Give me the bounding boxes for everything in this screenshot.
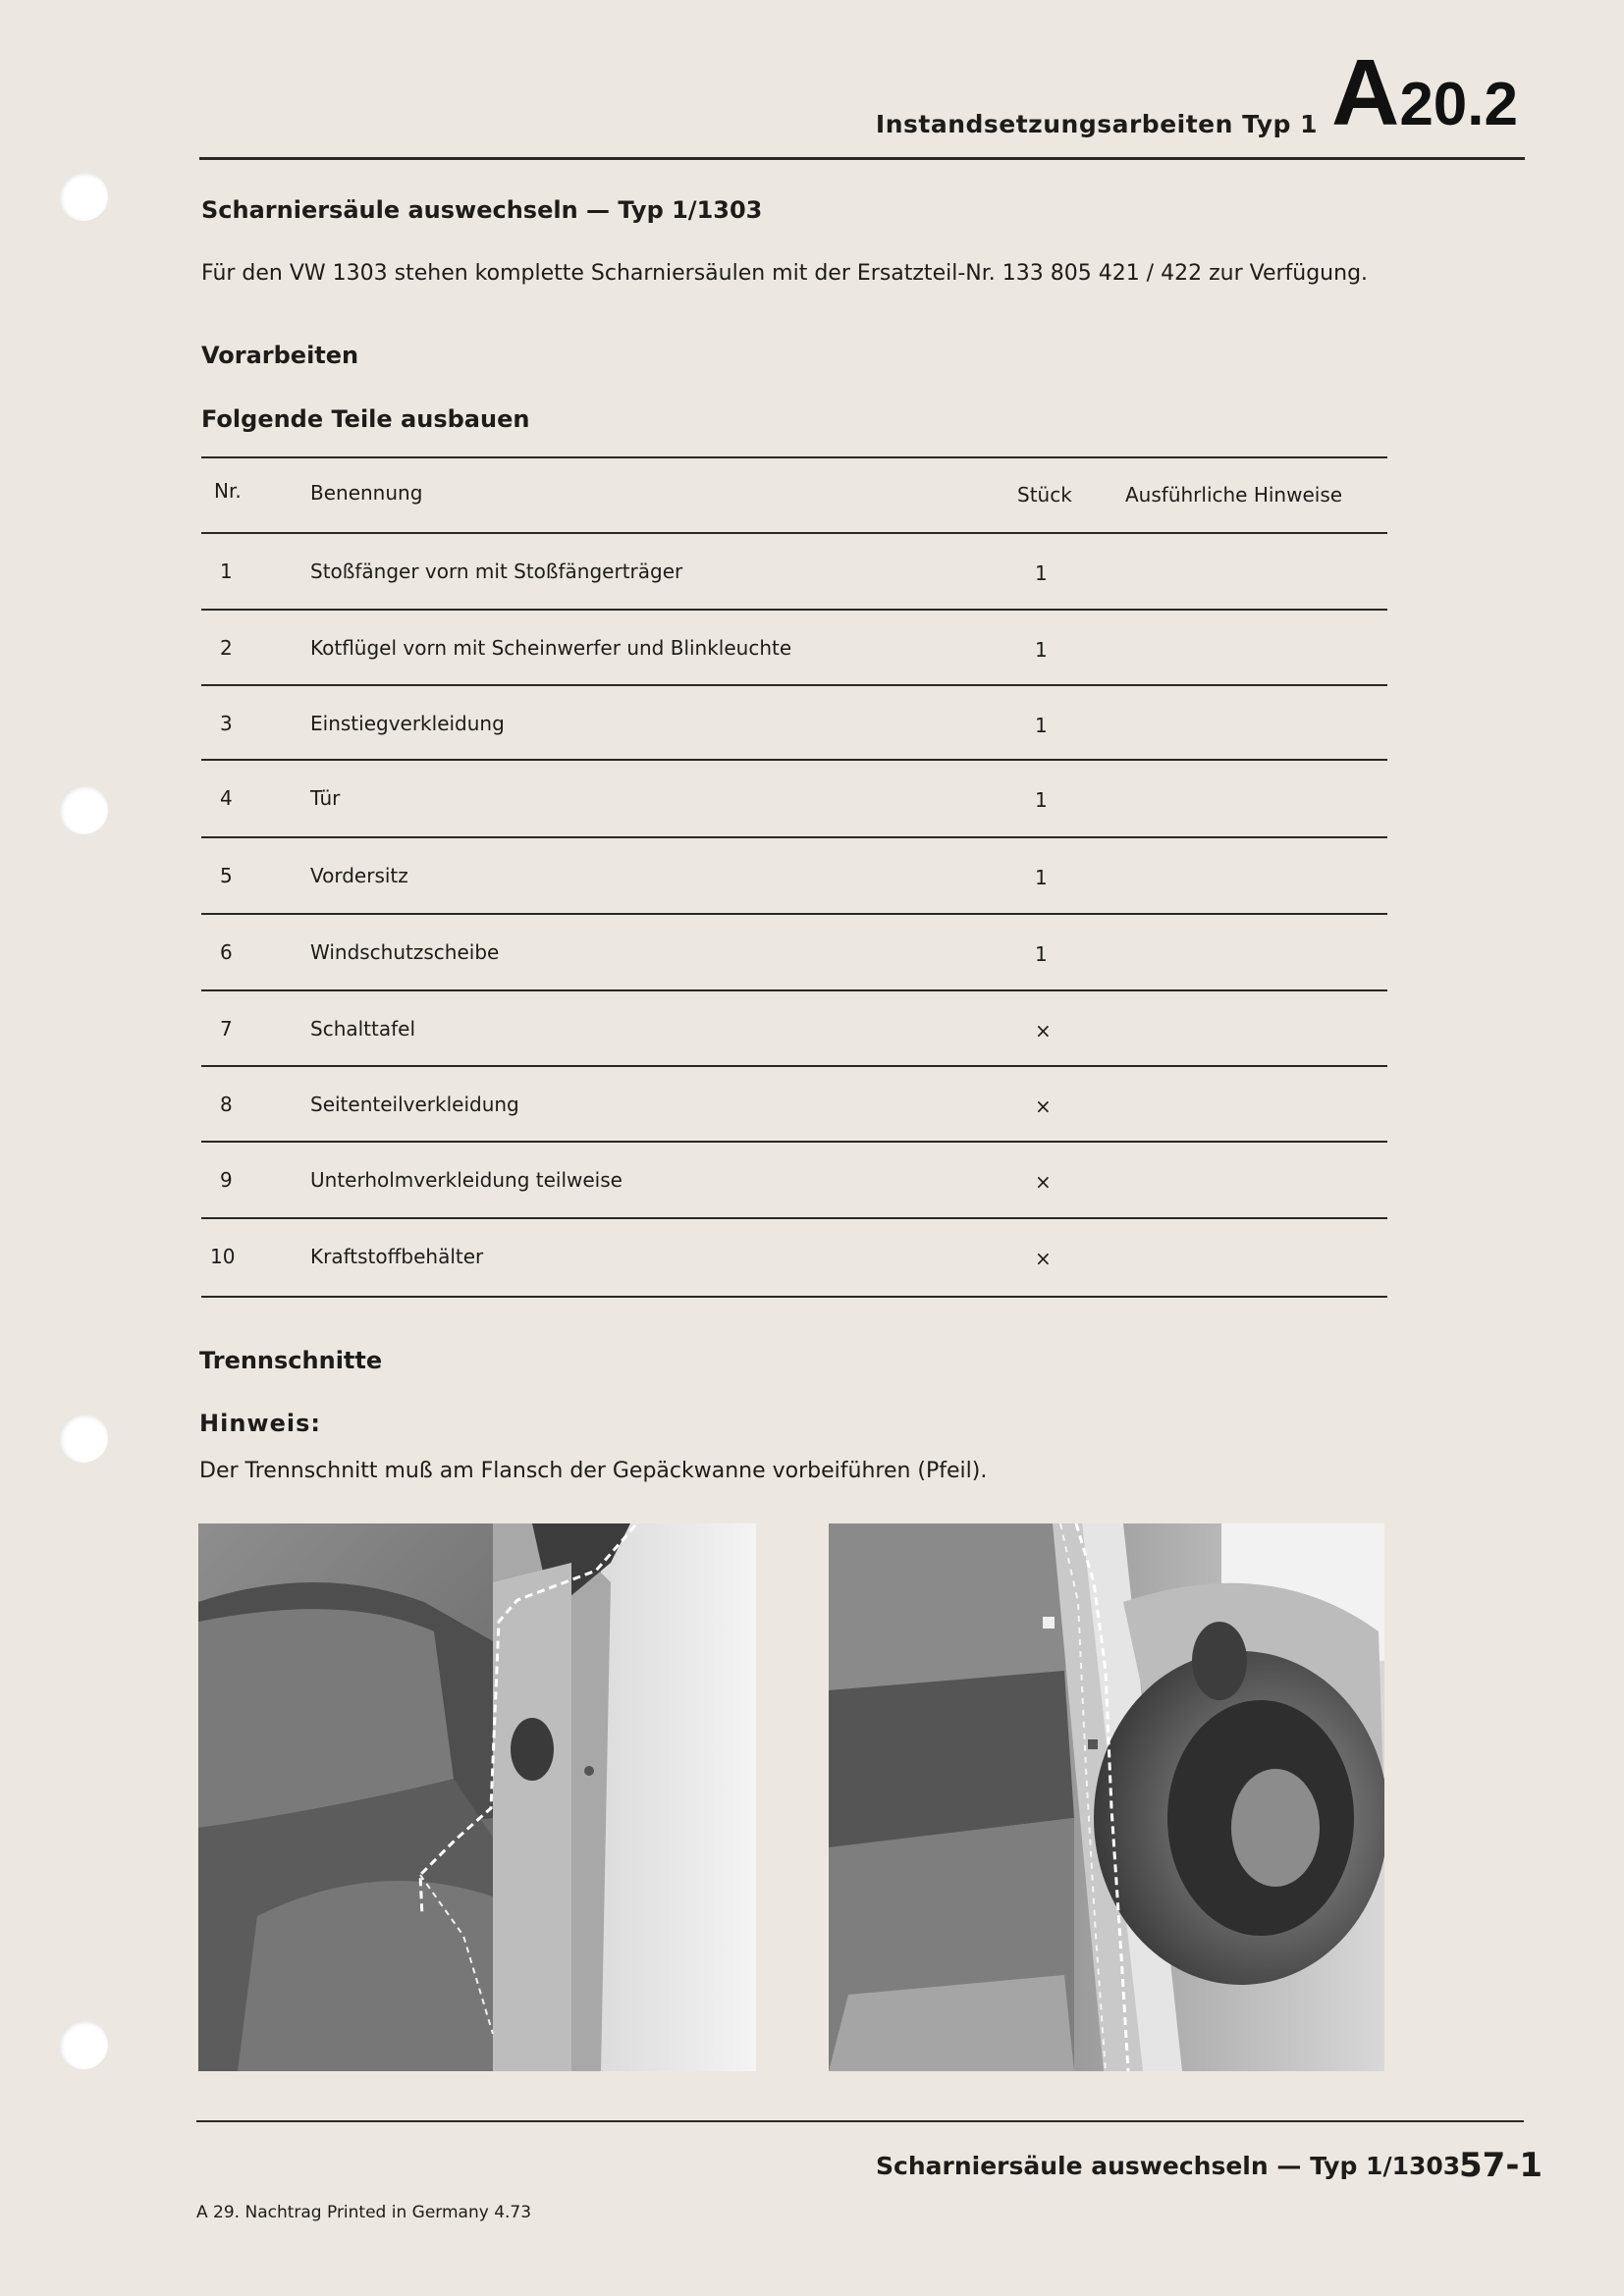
col-header-stueck: Stück xyxy=(1017,483,1072,507)
table-top-rule xyxy=(201,456,1387,458)
row-stueck: 1 xyxy=(1035,638,1048,662)
row-nr: 9 xyxy=(220,1168,233,1192)
row-benennung: Kotflügel vorn mit Scheinwerfer und Blinkleuchte xyxy=(310,636,792,660)
row-benennung: Einstiegverkleidung xyxy=(310,712,505,735)
section-code-number: 20.2 xyxy=(1399,71,1518,138)
trennschnitte-heading: Trennschnitte xyxy=(199,1347,383,1374)
hinweis-text: Der Trennschnitt muß am Flansch der Gepäckwanne vorbeiführen (Pfeil). xyxy=(199,1459,988,1483)
punch-hole xyxy=(59,172,108,221)
col-header-benennung: Benennung xyxy=(310,481,423,505)
row-benennung: Schalttafel xyxy=(310,1017,416,1041)
print-info: A 29. Nachtrag Printed in Germany 4.73 xyxy=(196,2203,532,2222)
col-header-nr: Nr. xyxy=(214,479,242,503)
section-code-letter: A xyxy=(1331,40,1400,145)
row-divider xyxy=(201,1217,1387,1219)
row-benennung: Unterholmverkleidung teilweise xyxy=(310,1168,623,1192)
row-divider xyxy=(201,609,1387,611)
hinweis-label: Hinweis: xyxy=(199,1410,321,1437)
page-title: Scharniersäule auswechseln — Typ 1/1303 xyxy=(201,196,763,224)
row-benennung: Vordersitz xyxy=(310,864,408,887)
row-divider xyxy=(201,913,1387,915)
punch-hole xyxy=(59,1414,108,1463)
punch-hole xyxy=(59,2020,108,2069)
row-benennung: Tür xyxy=(310,786,341,810)
row-nr: 7 xyxy=(220,1017,233,1041)
row-divider xyxy=(201,1141,1387,1143)
row-nr: 4 xyxy=(220,786,233,810)
photo-hinge-pillar-front xyxy=(829,1523,1384,2071)
row-stueck: × xyxy=(1035,1095,1052,1118)
row-divider xyxy=(201,836,1387,838)
col-header-hinweise: Ausführliche Hinweise xyxy=(1125,483,1343,507)
footer-title: Scharniersäule auswechseln — Typ 1/1303 xyxy=(876,2152,1461,2180)
row-benennung: Kraftstoffbehälter xyxy=(310,1245,484,1268)
row-nr: 1 xyxy=(220,560,233,583)
row-divider xyxy=(201,989,1387,991)
row-nr: 10 xyxy=(210,1245,236,1268)
row-stueck: × xyxy=(1035,1247,1052,1270)
row-divider xyxy=(201,1065,1387,1067)
section-label: Instandsetzungsarbeiten Typ 1 xyxy=(875,110,1318,138)
table-header-rule xyxy=(201,532,1387,534)
row-stueck: × xyxy=(1035,1019,1052,1042)
row-stueck: 1 xyxy=(1035,788,1048,812)
row-stueck: 1 xyxy=(1035,714,1048,737)
page-number: 57-1 xyxy=(1459,2146,1543,2185)
photo-hinge-pillar-interior xyxy=(198,1523,756,2071)
vorarbeiten-heading: Vorarbeiten xyxy=(201,342,359,369)
row-benennung: Seitenteilverkleidung xyxy=(310,1093,519,1116)
row-nr: 2 xyxy=(220,636,233,660)
row-nr: 6 xyxy=(220,940,233,964)
row-stueck: 1 xyxy=(1035,866,1048,889)
footer-rule xyxy=(196,2120,1524,2122)
row-benennung: Stoßfänger vorn mit Stoßfängerträger xyxy=(310,560,683,583)
row-stueck: 1 xyxy=(1035,942,1048,966)
row-divider xyxy=(201,759,1387,761)
header-rule xyxy=(199,157,1525,160)
intro-text: Für den VW 1303 stehen komplette Scharniersäulen mit der Ersatzteil-Nr. 133 805 421 / 422 zur Verfügung. xyxy=(201,261,1369,286)
row-benennung: Windschutzscheibe xyxy=(310,940,500,964)
teile-heading: Folgende Teile ausbauen xyxy=(201,405,530,433)
row-divider xyxy=(201,1296,1387,1298)
section-code xyxy=(1331,39,1518,147)
row-nr: 3 xyxy=(220,712,233,735)
row-divider xyxy=(201,684,1387,686)
row-stueck: × xyxy=(1035,1170,1052,1194)
row-nr: 8 xyxy=(220,1093,233,1116)
row-stueck: 1 xyxy=(1035,561,1048,585)
row-nr: 5 xyxy=(220,864,233,887)
punch-hole xyxy=(59,785,108,834)
